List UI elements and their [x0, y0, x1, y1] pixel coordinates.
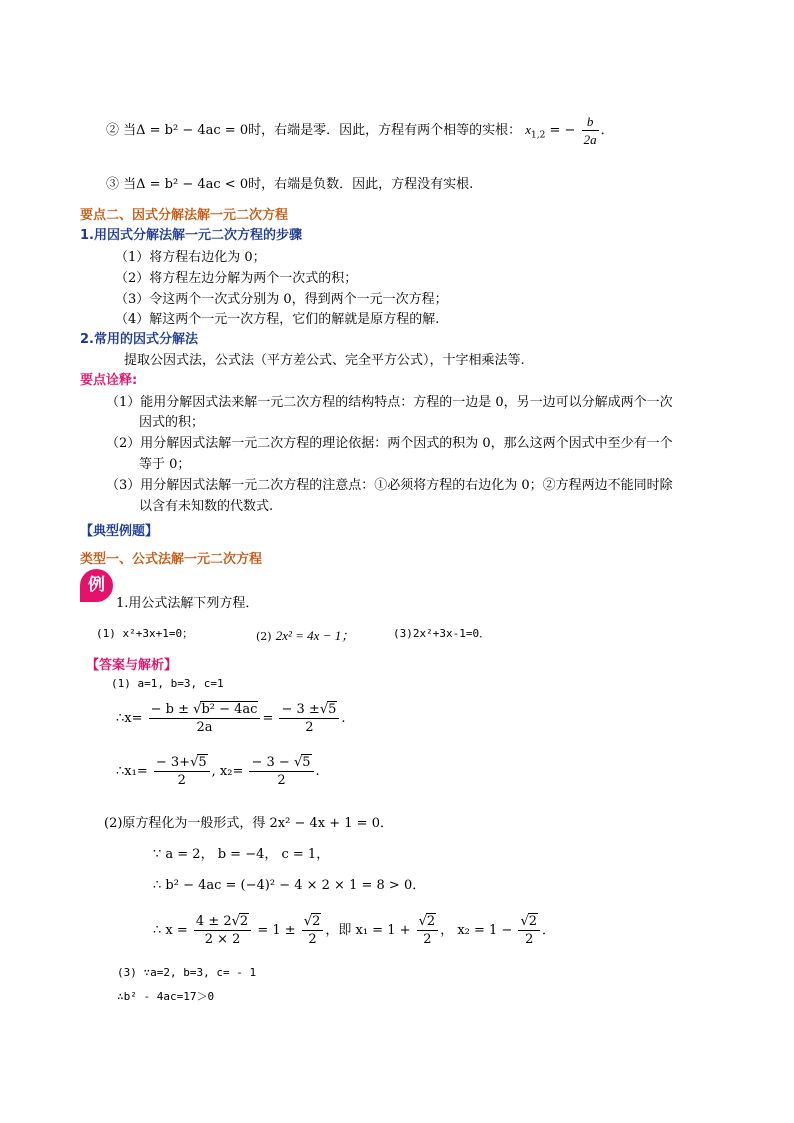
- solution-fraction-4-numerator: √2: [518, 913, 540, 931]
- solution-end-dot: ．: [542, 923, 556, 938]
- line-end: ．: [600, 123, 614, 138]
- root-equals: = −: [545, 123, 576, 138]
- x2-radicand: 5: [302, 755, 311, 770]
- substituted-radicand: 5: [328, 702, 337, 717]
- question-1: 1.用公式法解下列方程．: [116, 596, 259, 611]
- step-2: （2）将方程左边分解为两个一次式的积；: [115, 271, 358, 286]
- equation-2: [256, 625, 354, 644]
- x1-result-label: ，即 x₁ = 1 +: [325, 923, 415, 938]
- root-symbol: x: [525, 122, 532, 137]
- equals-sign: =: [262, 711, 274, 726]
- x1-label: ∴x₁=: [116, 764, 148, 779]
- step-1: （1）将方程右边化为 0；: [115, 250, 266, 265]
- x2-denominator: 2: [277, 773, 286, 788]
- part2-solution-line: [153, 913, 555, 948]
- x2-end-dot: .: [315, 764, 320, 779]
- solution-fraction-1-radicand: 2: [239, 914, 249, 929]
- fraction-denominator: 2a: [583, 132, 597, 147]
- solution-fraction-3-denominator: 2: [423, 932, 432, 947]
- solution-fraction-2-numerator: √2: [302, 913, 324, 931]
- step-4: （4）解这两个一元一次方程，它们的解就是原方程的解.: [115, 312, 440, 327]
- methods-text: 提取公因式法，公式法（平方差公式、完全平方公式），十字相乘法等.: [124, 353, 525, 368]
- therefore-x-label: ∴x=: [116, 711, 143, 726]
- root-subscript: 1,2: [531, 130, 546, 141]
- x-equals-label: ∴ x =: [153, 923, 192, 938]
- solution-fraction-1-prefix: 4 ± 2: [195, 914, 232, 929]
- discriminant-zero-line: [106, 113, 614, 148]
- x1-radicand: 5: [198, 755, 207, 770]
- solution-fraction-2: [302, 913, 324, 948]
- x1-numerator: − 3+√5: [154, 754, 210, 772]
- notes-heading: 要点诠释:: [80, 373, 138, 388]
- x1-denominator: 2: [177, 773, 186, 788]
- solution-fraction-1-numerator: 4 ± 2√2: [194, 913, 251, 931]
- substituted-denominator: 2: [305, 720, 314, 735]
- note-1-line-2: 因式的积；: [139, 415, 205, 430]
- double-root-fraction: [582, 113, 599, 148]
- solution-fraction-3-numerator: √2: [417, 913, 439, 931]
- type1-heading: 类型一、公式法解一元二次方程: [80, 552, 263, 567]
- part2-coefficients: ∵ a = 2， b = −4， c = 1，: [153, 847, 330, 862]
- x1-numerator-prefix: − 3+: [155, 755, 191, 770]
- discriminant-zero-text: ② 当Δ = b² − 4ac = 0时，右端是零．因此，方程有两个相等的实根：: [106, 123, 522, 138]
- solution-fraction-4: [518, 913, 540, 948]
- part1-coefficients: (1) a=1, b=3, c=1: [111, 677, 224, 690]
- quadratic-formula-denominator: 2a: [196, 720, 213, 735]
- x2-numerator-prefix: − 3 −: [251, 755, 294, 770]
- equation-2-body: 2x² = 4x − 1；: [275, 628, 355, 643]
- subheading-steps: 1.用因式分解法解一元二次方程的步骤: [80, 228, 302, 243]
- quadratic-formula-fraction: [149, 701, 261, 736]
- part1-roots-line: [116, 754, 320, 789]
- solution-fraction-1: [194, 913, 251, 948]
- x1-fraction: [154, 754, 210, 789]
- part2-general-form: (2)原方程化为一般形式，得 2x² − 4x + 1 = 0．: [104, 816, 393, 831]
- typical-examples-heading: 【典型例题】: [80, 524, 159, 539]
- subheading-methods: 2.常用的因式分解法: [80, 332, 198, 347]
- part3-discriminant: ∴b² - 4ac=17＞0: [117, 990, 215, 1003]
- equation-3: (3)2x²+3x-1=0．: [393, 627, 491, 640]
- part1-formula-line: [116, 701, 346, 736]
- substituted-fraction: [279, 701, 339, 736]
- substituted-numerator: − 3 ±√5: [279, 701, 339, 719]
- line-end-dot: .: [341, 711, 346, 726]
- note-1-line-1: （1）能用分解因式法来解一元二次方程的结构特点：方程的一边是 0，另一边可以分解成两个一次: [106, 395, 673, 410]
- part3-coefficients: (3) ∵a=2, b=3, c= - 1: [117, 966, 257, 979]
- example-badge: 例: [80, 569, 113, 602]
- section-heading-factorization: 要点二、因式分解法解一元二次方程: [80, 208, 289, 223]
- x2-label: , x₂=: [211, 764, 244, 779]
- solution-fraction-2-radicand: 2: [312, 914, 321, 929]
- solution-fraction-4-denominator: 2: [525, 932, 534, 947]
- fraction-numerator: b: [582, 113, 599, 131]
- note-2-line-1: （2）用分解因式法解一元二次方程的理论依据：两个因式的积为 0，那么这两个因式中至少有一个: [106, 436, 673, 451]
- note-2-line-2: 等于 0；: [139, 457, 191, 472]
- quadratic-formula-numerator: − b ± √b² − 4ac: [149, 701, 261, 719]
- step-3: （3）令这两个一次式分别为 0，得到两个一元一次方程；: [115, 292, 448, 307]
- equation-1: (1) x²+3x+1=0；: [96, 627, 194, 640]
- numerator-prefix: − b ±: [150, 702, 190, 717]
- solution-fraction-4-radicand: 2: [528, 914, 538, 929]
- note-3-line-2: 以含有未知数的代数式.: [139, 499, 274, 514]
- solution-fraction-1-denominator: 2 × 2: [204, 932, 241, 947]
- part2-discriminant: ∴ b² − 4ac = (−4)² − 4 × 2 × 1 = 8 > 0．: [153, 878, 426, 893]
- solution-fraction-3: [417, 913, 439, 948]
- answer-heading: 【答案与解析】: [86, 658, 178, 673]
- discriminant-radicand: b² − 4ac: [201, 702, 258, 717]
- x2-fraction: [249, 754, 313, 789]
- discriminant-negative-line: ③ 当Δ = b² − 4ac < 0时，右端是负数．因此，方程没有实根.: [106, 177, 474, 192]
- substituted-numerator-prefix: − 3 ±: [281, 702, 320, 717]
- simplified-equals: = 1 ±: [253, 923, 300, 938]
- x2-numerator: − 3 − √5: [249, 754, 313, 772]
- x2-result-label: ， x₂ = 1 −: [440, 923, 517, 938]
- equation-2-number: (2): [256, 630, 272, 643]
- solution-fraction-3-radicand: 2: [426, 914, 436, 929]
- note-3-line-1: （3）用分解因式法解一元二次方程的注意点：①必须将方程的右边化为 0；②方程两边不能同时除: [106, 478, 673, 493]
- solution-fraction-2-denominator: 2: [308, 932, 317, 947]
